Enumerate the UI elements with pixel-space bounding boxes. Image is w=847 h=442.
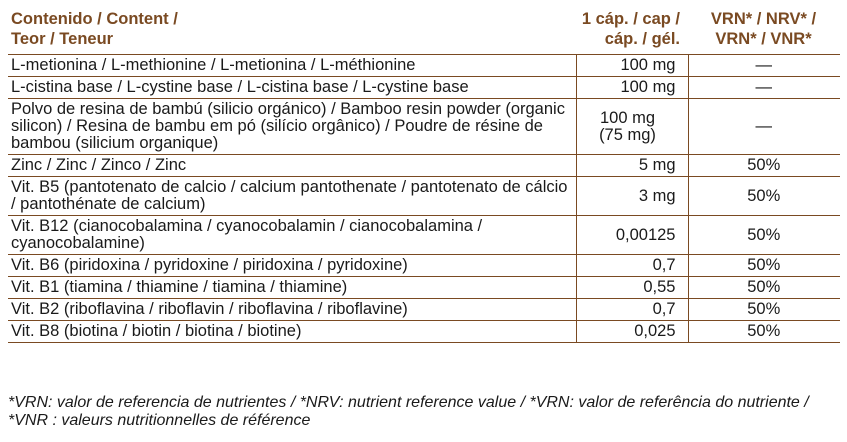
nutrition-table-panel — [8, 6, 840, 343]
row-nutrient-name: Vit. B5 (pantotenato de calcio / calcium pantothenate / pantotenato de cálcio / pantothénate de calcium) — [11, 178, 568, 213]
table-row — [8, 55, 840, 77]
row-amount-primary: 100 mg — [599, 108, 656, 127]
table-row — [8, 77, 840, 99]
table-row — [8, 99, 840, 155]
header-content-line2: Teor / Teneur — [11, 30, 114, 48]
row-nutrient-name: Vit. B12 (cianocobalamina / cyanocobalamin / cianocobalamina / cyanocobalamine) — [11, 217, 483, 252]
row-nrv: 50% — [688, 177, 840, 216]
table-row — [8, 255, 840, 277]
row-amount: 0,7 — [576, 255, 688, 277]
table-row — [8, 155, 840, 177]
header-content — [8, 6, 576, 55]
row-amount-secondary: (75 mg) — [599, 125, 656, 144]
nutrition-table — [8, 6, 840, 343]
header-content-line1: Contenido / Content / — [11, 10, 178, 28]
table-row — [8, 277, 840, 299]
row-amount: 0,025 — [576, 321, 688, 343]
row-nrv: 50% — [688, 321, 840, 343]
table-row — [8, 216, 840, 255]
row-amount: 3 mg — [576, 177, 688, 216]
header-per-capsule — [576, 6, 688, 55]
row-nrv: 50% — [688, 255, 840, 277]
header-nrv-line1: VRN* / NRV* / — [710, 10, 817, 28]
row-nrv: 50% — [688, 155, 840, 177]
row-nutrient-name: Polvo de resina de bambú (silicio orgánico) / Bamboo resin powder (organic silicon) / Resina de bambu em pó (silício orgânico) / Poudre de résine de bambou (silicium organique) — [11, 100, 565, 152]
row-nutrient-name: Zinc / Zinc / Zinco / Zinc — [11, 156, 187, 174]
row-amount: 100 mg — [576, 55, 688, 77]
header-per-capsule-line1: 1 cáp. / cap / — [581, 10, 680, 28]
row-amount: 0,55 — [576, 277, 688, 299]
row-amount: 5 mg — [576, 155, 688, 177]
row-nutrient-name: Vit. B1 (tiamina / thiamine / tiamina / thiamine) — [11, 278, 348, 296]
row-nrv: 50% — [688, 299, 840, 321]
row-nutrient-name: L-metionina / L-methionine / L-metionina / L-méthionine — [11, 56, 416, 74]
table-row — [8, 299, 840, 321]
header-nrv-line2: VRN* / VNR* — [715, 30, 812, 48]
header-per-capsule-line2: cáp. / gél. — [604, 30, 680, 48]
table-header-row — [8, 6, 840, 55]
row-nrv: 50% — [688, 216, 840, 255]
table-row — [8, 321, 840, 343]
row-nutrient-name: Vit. B2 (riboflavina / riboflavin / riboflavina / riboflavine) — [11, 300, 408, 318]
row-nrv: — — [688, 99, 840, 155]
row-nutrient-name: Vit. B6 (piridoxina / pyridoxine / piridoxina / pyridoxine) — [11, 256, 408, 274]
row-nrv: — — [688, 55, 840, 77]
header-nrv — [688, 6, 840, 55]
row-amount — [576, 99, 688, 155]
row-nrv: 50% — [688, 277, 840, 299]
row-amount: 0,7 — [576, 299, 688, 321]
row-nutrient-name: Vit. B8 (biotina / biotin / biotina / biotine) — [11, 322, 302, 340]
row-nrv: — — [688, 77, 840, 99]
nrv-footnote: *VRN: valor de referencia de nutrientes / *NRV: nutrient reference value / *VRN: valor de referência do nutriente / *VNR : valeurs nutritionnelles de référence — [8, 394, 809, 429]
row-amount: 100 mg — [576, 77, 688, 99]
row-amount: 0,00125 — [576, 216, 688, 255]
row-nutrient-name: L-cistina base / L-cystine base / L-cistina base / L-cystine base — [11, 78, 469, 96]
table-row — [8, 177, 840, 216]
